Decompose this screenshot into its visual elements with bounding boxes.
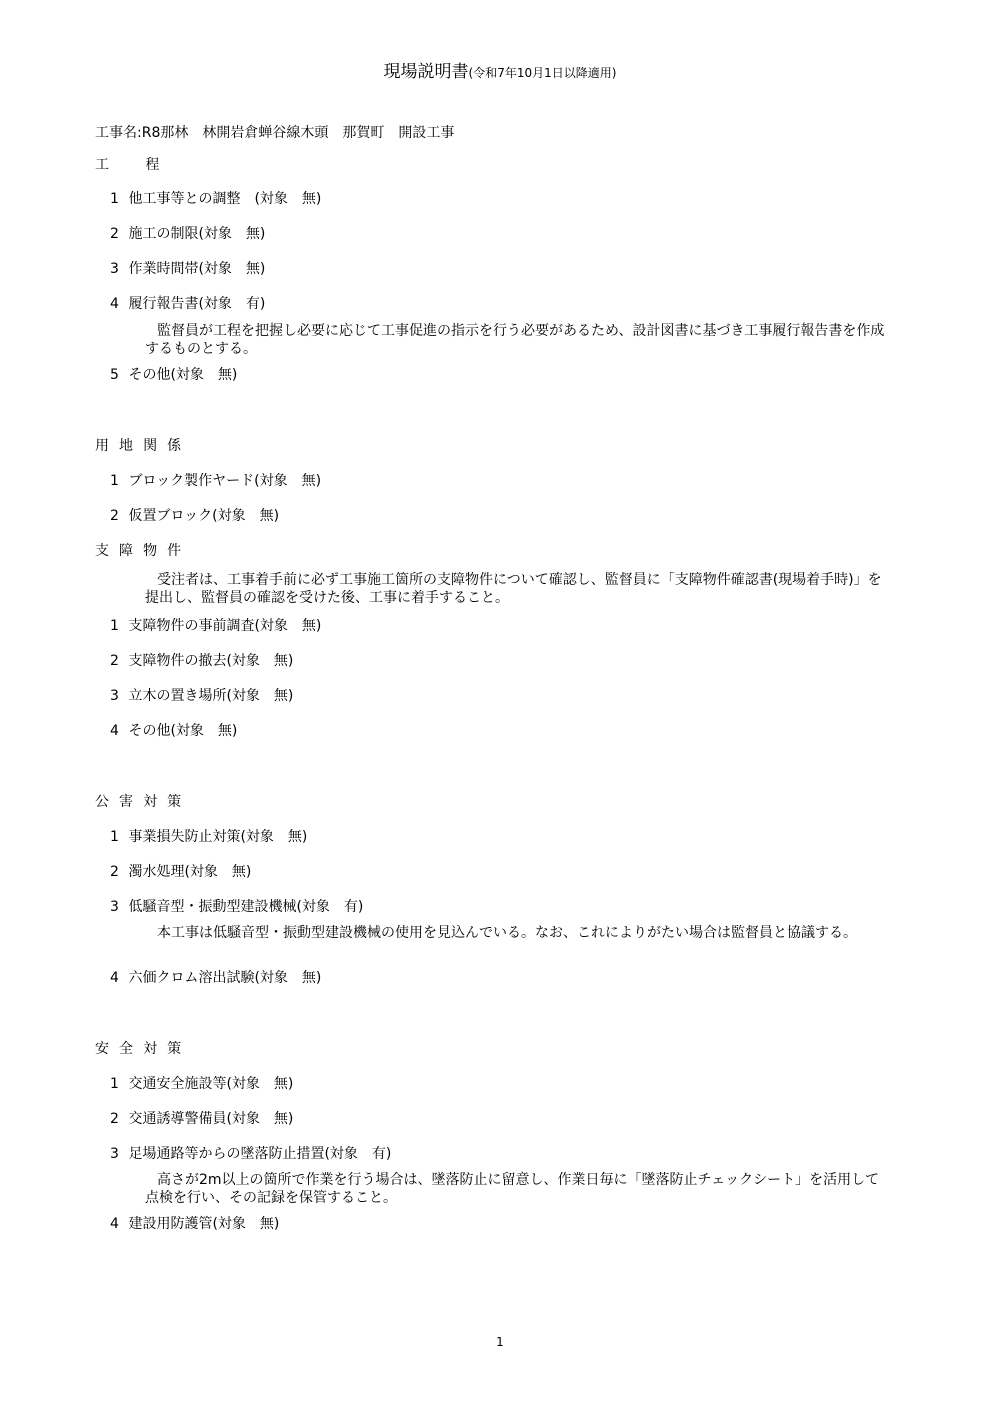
- item-number: 1: [110, 1076, 119, 1092]
- item-text: 濁水処理(対象 無): [128, 864, 252, 880]
- list-item: [110, 367, 237, 385]
- project-name: 工事名:R8那林 林開岩倉蝉谷線木頭 那賀町 開設工事: [95, 125, 455, 141]
- list-item: [110, 296, 265, 314]
- document-title: [0, 62, 1000, 83]
- item-text: 交通安全施設等(対象 無): [128, 1076, 294, 1092]
- list-item: [110, 226, 265, 244]
- section-intro: 受注者は、工事着手前に必ず工事施工箇所の支障物件について確認し、監督員に「支障物件確認書(現場着手時)」を提出し、監督員の確認を受けた後、工事に着手すること。: [145, 572, 882, 606]
- item-text: 支障物件の事前調査(対象 無): [128, 618, 322, 634]
- list-item: [110, 1111, 293, 1129]
- item-number: 1: [110, 618, 119, 634]
- item-number: 4: [110, 970, 119, 986]
- item-text: 立木の置き場所(対象 無): [128, 688, 294, 704]
- item-text: 他工事等との調整 (対象 無): [128, 191, 322, 207]
- item-number: 2: [110, 508, 119, 524]
- list-item: [110, 1076, 293, 1094]
- item-number: 2: [110, 1111, 119, 1127]
- item-number: 4: [110, 296, 119, 312]
- item-text: 施工の制限(対象 無): [128, 226, 266, 242]
- list-item: [110, 723, 237, 741]
- list-item: [110, 191, 321, 209]
- item-number: 1: [110, 191, 119, 207]
- list-item: [110, 508, 279, 526]
- item-text: 建設用防護管(対象 無): [128, 1216, 280, 1232]
- item-text: その他(対象 無): [128, 723, 238, 739]
- list-item: [110, 473, 321, 491]
- item-note: 本工事は低騒音型・振動型建設機械の使用を見込んでいる。なお、これによりがたい場合は監督員と協議する。: [157, 925, 857, 941]
- item-number: 3: [110, 1146, 119, 1162]
- item-text: 足場通路等からの墜落防止措置(対象 有): [128, 1146, 392, 1162]
- item-text: その他(対象 無): [128, 367, 238, 383]
- list-item: [110, 653, 293, 671]
- item-number: 5: [110, 367, 119, 383]
- item-text: 作業時間帯(対象 無): [128, 261, 266, 277]
- list-item: [110, 970, 321, 988]
- item-text: ブロック製作ヤード(対象 無): [128, 473, 322, 489]
- list-item: [110, 261, 265, 279]
- item-text: 低騒音型・振動型建設機械(対象 有): [128, 899, 364, 915]
- item-number: 1: [110, 473, 119, 489]
- list-item: [110, 829, 307, 847]
- list-item: [110, 618, 321, 636]
- section-heading-obstacles: 支 障 物 件: [95, 543, 184, 559]
- list-item: [110, 688, 293, 706]
- item-note: 高さが2m以上の箇所で作業を行う場合は、墜落防止に留意し、作業日毎に「墜落防止チェックシート」を活用して点検を行い、その記録を保管すること。: [145, 1172, 880, 1206]
- item-text: 交通誘導警備員(対象 無): [128, 1111, 294, 1127]
- list-item: [110, 1216, 279, 1234]
- item-number: 1: [110, 829, 119, 845]
- item-text: 六価クロム溶出試験(対象 無): [128, 970, 322, 986]
- section-heading-schedule: 工 程: [95, 157, 163, 173]
- item-number: 3: [110, 899, 119, 915]
- item-text: 仮置ブロック(対象 無): [128, 508, 280, 524]
- title-main: 現場説明書: [383, 62, 469, 82]
- list-item: [110, 1146, 391, 1164]
- item-text: 事業損失防止対策(対象 無): [128, 829, 308, 845]
- item-text: 履行報告書(対象 有): [128, 296, 266, 312]
- item-number: 2: [110, 226, 119, 242]
- item-number: 4: [110, 723, 119, 739]
- title-note: (令和7年10月1日以降適用): [468, 66, 617, 80]
- item-number: 4: [110, 1216, 119, 1232]
- section-heading-pollution: 公 害 対 策: [95, 794, 184, 810]
- item-number: 3: [110, 688, 119, 704]
- section-heading-land: 用 地 関 係: [95, 438, 184, 454]
- page-number: 1: [496, 1335, 504, 1349]
- item-number: 3: [110, 261, 119, 277]
- item-text: 支障物件の撤去(対象 無): [128, 653, 294, 669]
- list-item: [110, 899, 363, 917]
- section-heading-safety: 安 全 対 策: [95, 1041, 184, 1057]
- item-note: 監督員が工程を把握し必要に応じて工事促進の指示を行う必要があるため、設計図書に基づき工事履行報告書を作成するものとする。: [145, 323, 885, 357]
- list-item: [110, 864, 251, 882]
- item-number: 2: [110, 653, 119, 669]
- item-number: 2: [110, 864, 119, 880]
